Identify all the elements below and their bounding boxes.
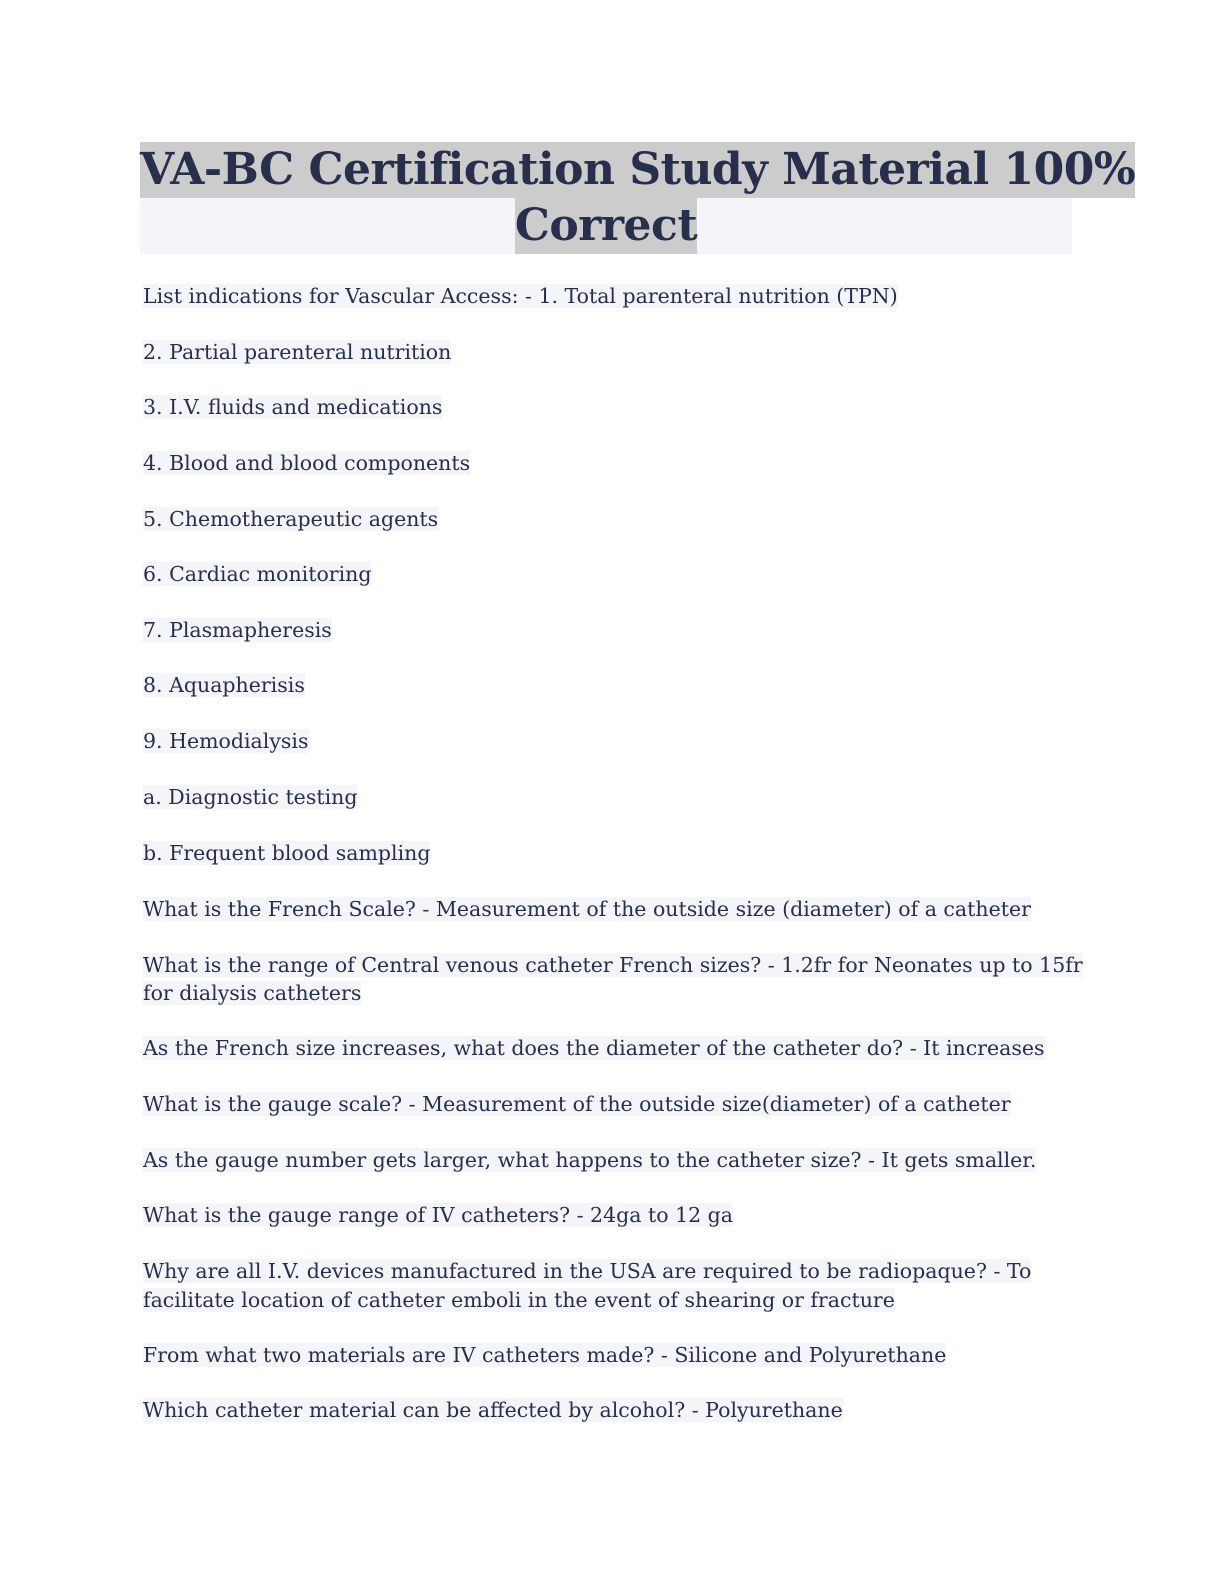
paragraph: What is the range of Central venous catheter French sizes? - 1.2fr for Neonates up to 15fr — [143, 953, 1083, 977]
document-title — [140, 142, 1136, 254]
paragraph: 7. Plasmapheresis — [143, 618, 332, 642]
paragraph-continuation: facilitate location of catheter emboli in the event of shearing or fracture — [143, 1288, 895, 1312]
paragraph: 9. Hemodialysis — [143, 729, 309, 753]
paragraph: 5. Chemotherapeutic agents — [143, 507, 439, 531]
title-line-1: VA-BC Certification Study Material 100% — [140, 142, 1135, 198]
paragraph: 8. Aquapherisis — [143, 673, 305, 697]
title-line-2: Correct — [515, 198, 697, 254]
paragraph: What is the gauge range of IV catheters? - 24ga to 12 ga — [143, 1203, 734, 1227]
paragraph: From what two materials are IV catheters made? - Silicone and Polyurethane — [143, 1343, 947, 1367]
paragraph: 3. I.V. fluids and medications — [143, 395, 443, 419]
paragraph: a. Diagnostic testing — [143, 785, 358, 809]
paragraph: 6. Cardiac monitoring — [143, 562, 372, 586]
paragraph-continuation: for dialysis catheters — [143, 981, 362, 1005]
paragraph: As the gauge number gets larger, what happens to the catheter size? - It gets smaller. — [143, 1148, 1037, 1172]
paragraph: What is the gauge scale? - Measurement of the outside size(diameter) of a catheter — [143, 1092, 1011, 1116]
paragraph: As the French size increases, what does the diameter of the catheter do? - It increases — [143, 1036, 1045, 1060]
paragraph: Which catheter material can be affected by alcohol? - Polyurethane — [143, 1398, 843, 1422]
paragraph: b. Frequent blood sampling — [143, 841, 431, 865]
paragraph: 2. Partial parenteral nutrition — [143, 340, 452, 364]
paragraph: 4. Blood and blood components — [143, 451, 471, 475]
paragraph: What is the French Scale? - Measurement of the outside size (diameter) of a catheter — [143, 897, 1031, 921]
paragraph: Why are all I.V. devices manufactured in the USA are required to be radiopaque? - To — [143, 1259, 1032, 1283]
paragraph: List indications for Vascular Access: - 1. Total parenteral nutrition (TPN) — [143, 284, 898, 308]
